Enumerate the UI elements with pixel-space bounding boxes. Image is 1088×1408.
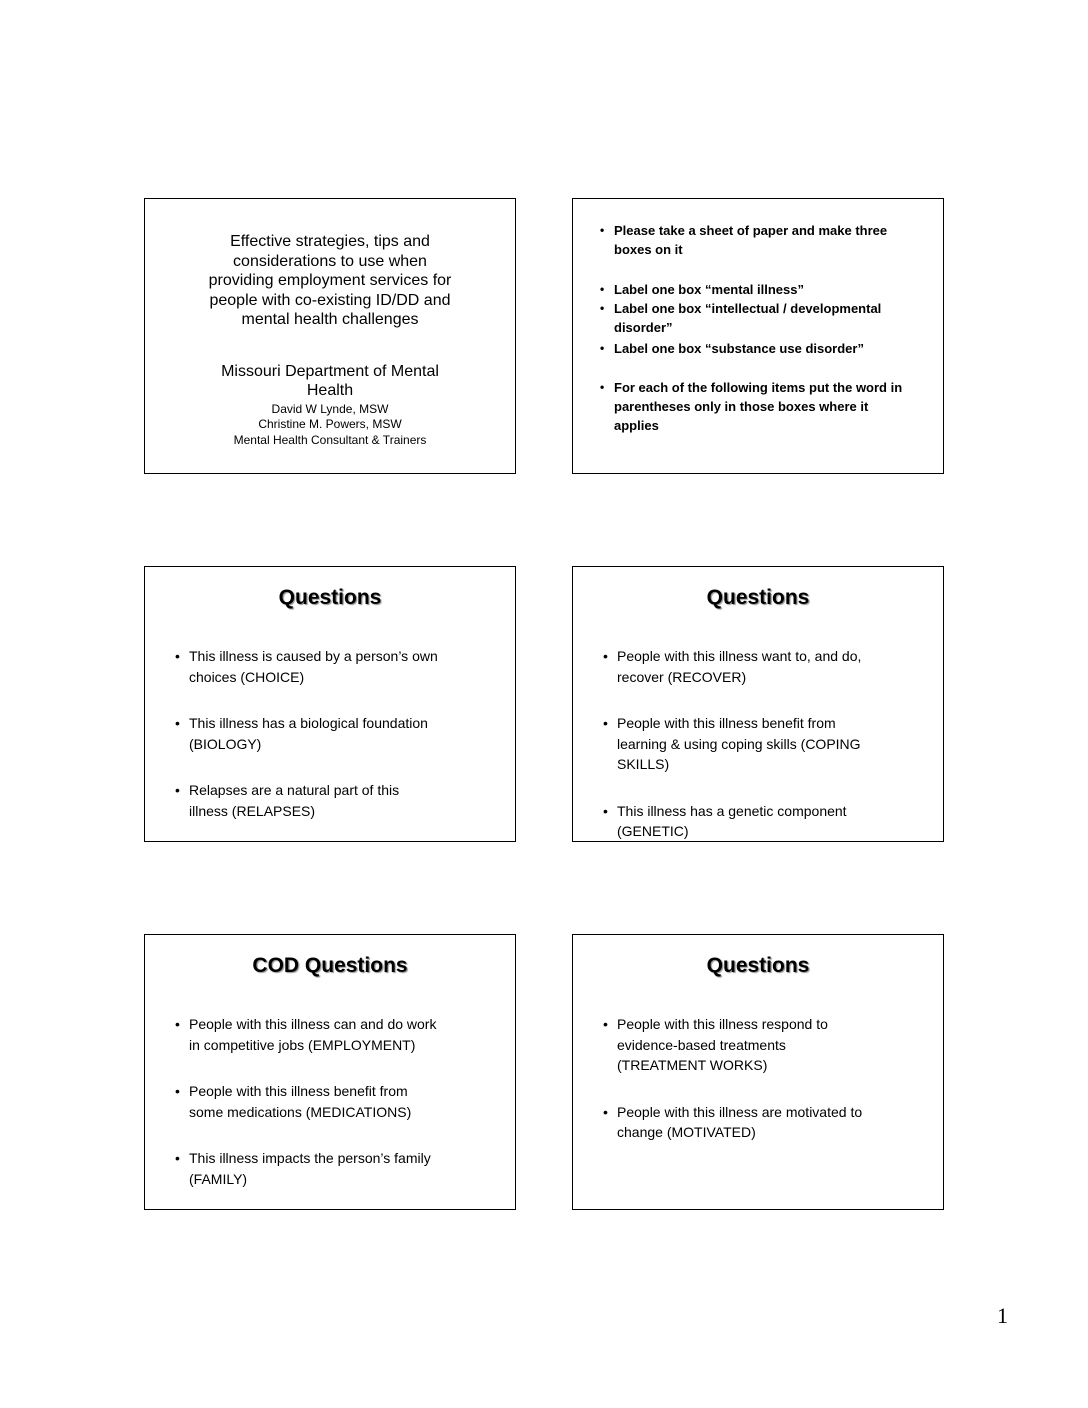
text-line: change (MOTIVATED)	[617, 1124, 756, 1140]
slide-cod-questions	[144, 934, 516, 1210]
text-line: People with this illness can and do work	[189, 1016, 437, 1032]
text-line: For each of the following items put the word in	[614, 380, 903, 395]
bullet-icon: •	[175, 1150, 180, 1166]
text-line: illness (RELAPSES)	[189, 802, 316, 819]
bullet-item	[603, 713, 933, 775]
slide-grid	[144, 198, 944, 1210]
bullet-icon: •	[175, 1083, 180, 1099]
bullet-item	[600, 339, 935, 358]
bullet-icon: •	[600, 282, 605, 296]
presentation-subtitle	[145, 362, 515, 401]
text-line: in competitive jobs (EMPLOYMENT)	[189, 1036, 416, 1053]
text-line: (TREATMENT WORKS)	[617, 1057, 768, 1073]
title-line: people with co-existing ID/DD and	[209, 291, 451, 309]
slide-questions-2	[572, 566, 944, 842]
slide-title: Questions	[706, 954, 810, 977]
bullet-icon: •	[600, 223, 605, 237]
text-line: applies	[614, 418, 659, 433]
bullet-item	[600, 280, 935, 299]
text-line: This illness is caused by a person’s own	[189, 648, 438, 664]
text-line: Relapses are a natural part of this	[189, 782, 400, 798]
bullet-item	[603, 646, 933, 687]
bullet-icon: •	[603, 1103, 608, 1120]
bullet-icon: •	[603, 802, 608, 819]
bullet-list	[145, 646, 515, 821]
text-line: (FAMILY)	[189, 1170, 248, 1187]
slide-title-page	[144, 198, 516, 474]
bullet-item	[603, 1014, 933, 1076]
bullet-icon: •	[175, 715, 180, 731]
text-line: Please take a sheet of paper and make three	[614, 223, 888, 238]
text-line: (GENETIC)	[617, 823, 689, 839]
text-line: Label one box “intellectual / developmental	[614, 301, 882, 316]
slide-title: COD Questions	[252, 954, 408, 977]
presenter-credits	[145, 402, 515, 449]
bullet-item	[603, 801, 933, 842]
text-line: This illness impacts the person’s family	[189, 1150, 431, 1166]
page-number: 1	[997, 1303, 1008, 1328]
bullet-list	[573, 1014, 943, 1143]
title-line: Effective strategies, tips and	[230, 233, 430, 250]
text-line: People with this illness want to, and do,	[617, 648, 862, 664]
credit-line: David W Lynde, MSW	[271, 401, 389, 416]
bullet-item	[175, 713, 505, 754]
bullet-icon: •	[175, 1016, 180, 1032]
text-line: SKILLS)	[617, 756, 670, 772]
bullet-icon: •	[175, 782, 180, 798]
bullet-icon: •	[600, 301, 605, 315]
slide-title: Questions	[278, 586, 382, 609]
slide-questions-3	[572, 934, 944, 1210]
slide-exercise-instructions	[572, 198, 944, 474]
slide-questions-1	[144, 566, 516, 842]
subtitle-line: Missouri Department of Mental	[221, 362, 439, 380]
text-line: People with this illness benefit from	[189, 1083, 408, 1099]
bullet-icon: •	[603, 715, 608, 731]
bullet-item	[175, 780, 505, 821]
text-line: recover (RECOVER)	[617, 668, 747, 685]
bullet-item	[175, 1014, 505, 1055]
bullet-icon: •	[600, 380, 605, 394]
subtitle-line: Health	[306, 382, 354, 399]
bullet-item	[600, 221, 935, 259]
text-line: This illness has a genetic component	[617, 802, 847, 819]
credit-line: Mental Health Consultant & Trainers	[233, 432, 427, 447]
text-line: boxes on it	[614, 242, 683, 257]
title-line: mental health challenges	[241, 311, 419, 328]
bullet-icon: •	[175, 648, 180, 664]
bullet-icon: •	[603, 1016, 608, 1032]
bullet-item	[175, 1081, 505, 1122]
presentation-title	[145, 232, 515, 330]
bullet-icon: •	[603, 648, 608, 664]
text-line: This illness has a biological foundation	[189, 715, 428, 731]
bullet-item	[600, 299, 935, 337]
slide-title: Questions	[706, 586, 810, 609]
title-line: considerations to use when	[233, 252, 427, 270]
bullet-item	[175, 1148, 505, 1189]
text-line: People with this illness benefit from	[617, 715, 836, 731]
text-line: Label one box “mental illness”	[614, 282, 804, 297]
text-line: People with this illness respond to	[617, 1016, 828, 1032]
title-line: providing employment services for	[208, 272, 452, 289]
text-line: choices (CHOICE)	[189, 668, 305, 685]
text-line: learning & using coping skills (COPING	[617, 735, 861, 752]
credit-line: Christine M. Powers, MSW	[258, 417, 402, 431]
bullet-list	[573, 221, 943, 435]
bullet-list	[573, 646, 943, 842]
text-line: Label one box “substance use disorder”	[614, 341, 864, 356]
bullet-item	[603, 1102, 933, 1143]
text-line: parentheses only in those boxes where it	[614, 399, 869, 414]
text-line: evidence-based treatments	[617, 1036, 786, 1053]
text-line: some medications (MEDICATIONS)	[189, 1103, 412, 1120]
bullet-item	[175, 646, 505, 687]
text-line: People with this illness are motivated to	[617, 1103, 863, 1120]
bullet-icon: •	[600, 341, 605, 355]
text-line: disorder”	[614, 320, 673, 335]
text-line: (BIOLOGY)	[189, 735, 262, 752]
bullet-list	[145, 1014, 515, 1189]
bullet-item	[600, 378, 935, 435]
